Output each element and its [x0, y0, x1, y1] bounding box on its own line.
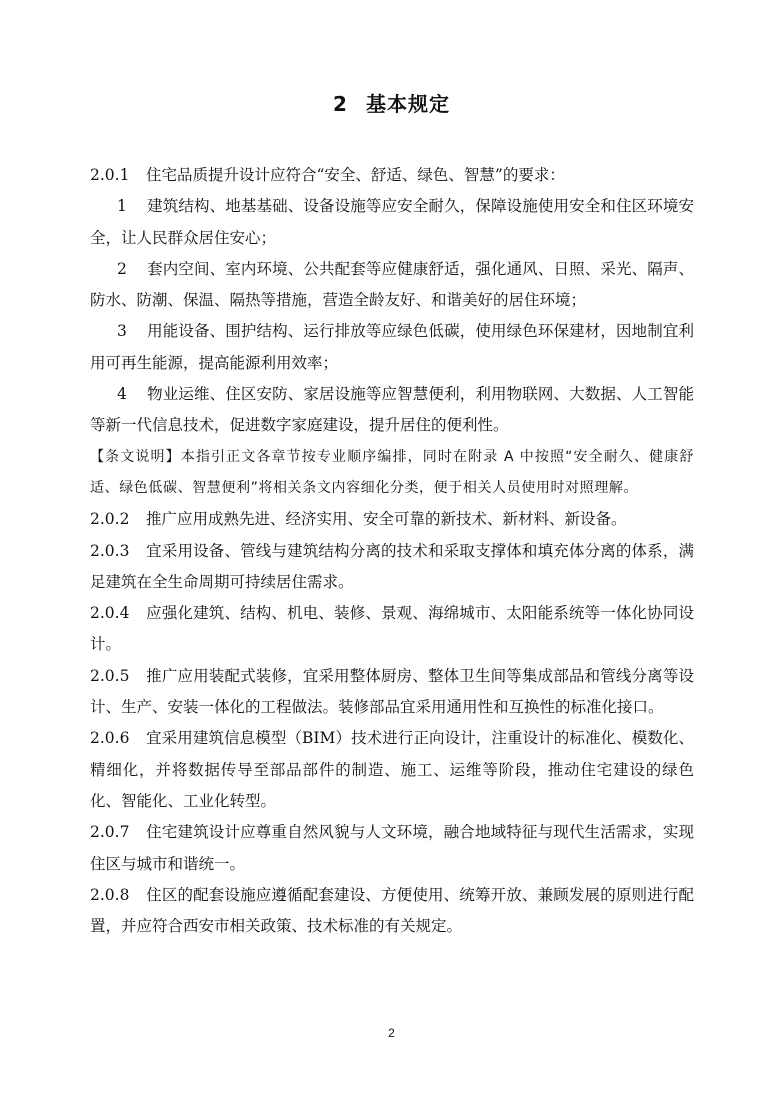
item-text: 物业运维、住区安防、家居设施等应智慧便利，利用物联网、大数据、人工智能等新一代信息技术，促进数字家庭建设，提升居住的便利性。 — [90, 385, 694, 435]
clause-text: 推广应用装配式装修，宜采用整体厨房、整体卫生间等集成部品和管线分离等设计、生产、安装一体化的工程做法。装修部品宜采用通用性和互换性的标准化接口。 — [90, 666, 694, 717]
clause-2-0-7 — [90, 817, 694, 880]
clause-2-0-2 — [90, 504, 694, 535]
clause-number: 2.0.6 — [90, 729, 130, 748]
clause-2-0-1 — [90, 160, 694, 191]
clause-text: 宜采用建筑信息模型（BIM）技术进行正向设计，注重设计的标准化、模数化、精细化，并将数据传导至部品部件的制造、施工、运维等阶段，推动住宅建设的绿色化、智能化、工业化转型。 — [90, 729, 694, 810]
clause-item-2 — [90, 254, 694, 317]
clause-number: 2.0.3 — [90, 541, 130, 560]
clause-2-0-3 — [90, 536, 694, 599]
chapter-heading — [0, 88, 783, 117]
page-number: 2 — [388, 1026, 395, 1040]
clause-text: 住宅建筑设计应尊重自然风貌与人文环境，融合地域特征与现代生活需求，实现住区与城市和谐统一。 — [90, 823, 694, 873]
clause-2-0-5 — [90, 661, 694, 724]
clause-number: 2.0.1 — [90, 166, 130, 184]
clause-item-3 — [90, 316, 694, 379]
clause-text: 应强化建筑、结构、机电、装修、景观、海绵城市、太阳能系统等一体化协同设计。 — [90, 604, 694, 654]
clause-item-4 — [90, 379, 694, 442]
clause-number: 2.0.8 — [90, 885, 130, 904]
item-number: 3 — [117, 322, 127, 341]
item-text: 用能设备、围护结构、运行排放等应绿色低碳，使用绿色环保建材，因地制宜利用可再生能源，提高能源利用效率； — [90, 322, 694, 372]
item-number: 2 — [117, 259, 127, 278]
chapter-body — [90, 160, 694, 942]
item-number: 4 — [117, 385, 127, 404]
clause-number: 2.0.4 — [90, 604, 130, 623]
clause-number: 2.0.2 — [90, 510, 130, 529]
item-text: 建筑结构、地基基础、设备设施等应安全耐久，保障设施使用安全和住区环境安全，让人民群众居住安心； — [90, 197, 694, 247]
chapter-title: 基本规定 — [365, 92, 450, 116]
clause-text: 住区的配套设施应遵循配套建设、方便使用、统筹开放、兼顾发展的原则进行配置，并应符合西安市相关政策、技术标准的有关规定。 — [90, 885, 694, 936]
clause-text: 宜采用设备、管线与建筑结构分离的技术和采取支撑体和填充体分离的体系，满足建筑在全生命周期可持续居住需求。 — [90, 541, 694, 591]
clause-number: 2.0.5 — [90, 666, 130, 685]
clause-2-0-6 — [90, 723, 694, 817]
clause-text: 住宅品质提升设计应符合“安全、舒适、绿色、智慧”的要求： — [146, 166, 565, 184]
clause-2-0-4 — [90, 598, 694, 661]
clause-text: 推广应用成熟先进、经济实用、安全可靠的新技术、新材料、新设备。 — [146, 510, 627, 529]
item-text: 套内空间、室内环境、公共配套等应健康舒适，强化通风、日照、采光、隔声、防水、防潮、保温、隔热等措施，营造全龄友好、和谐美好的居住环境； — [90, 259, 694, 310]
clause-explanation-note: 【条文说明】本指引正文各章节按专业顺序编排，同时在附录 A 中按照“安全耐久、健康舒适、绿色低碳、智慧便利”将相关条文内容细化分类，便于相关人员使用时对照理解。 — [90, 448, 694, 496]
clause-2-0-8 — [90, 880, 694, 943]
item-number: 1 — [117, 197, 127, 216]
clause-number: 2.0.7 — [90, 823, 130, 842]
chapter-number: 2 — [333, 92, 348, 116]
clause-item-1 — [90, 191, 694, 254]
